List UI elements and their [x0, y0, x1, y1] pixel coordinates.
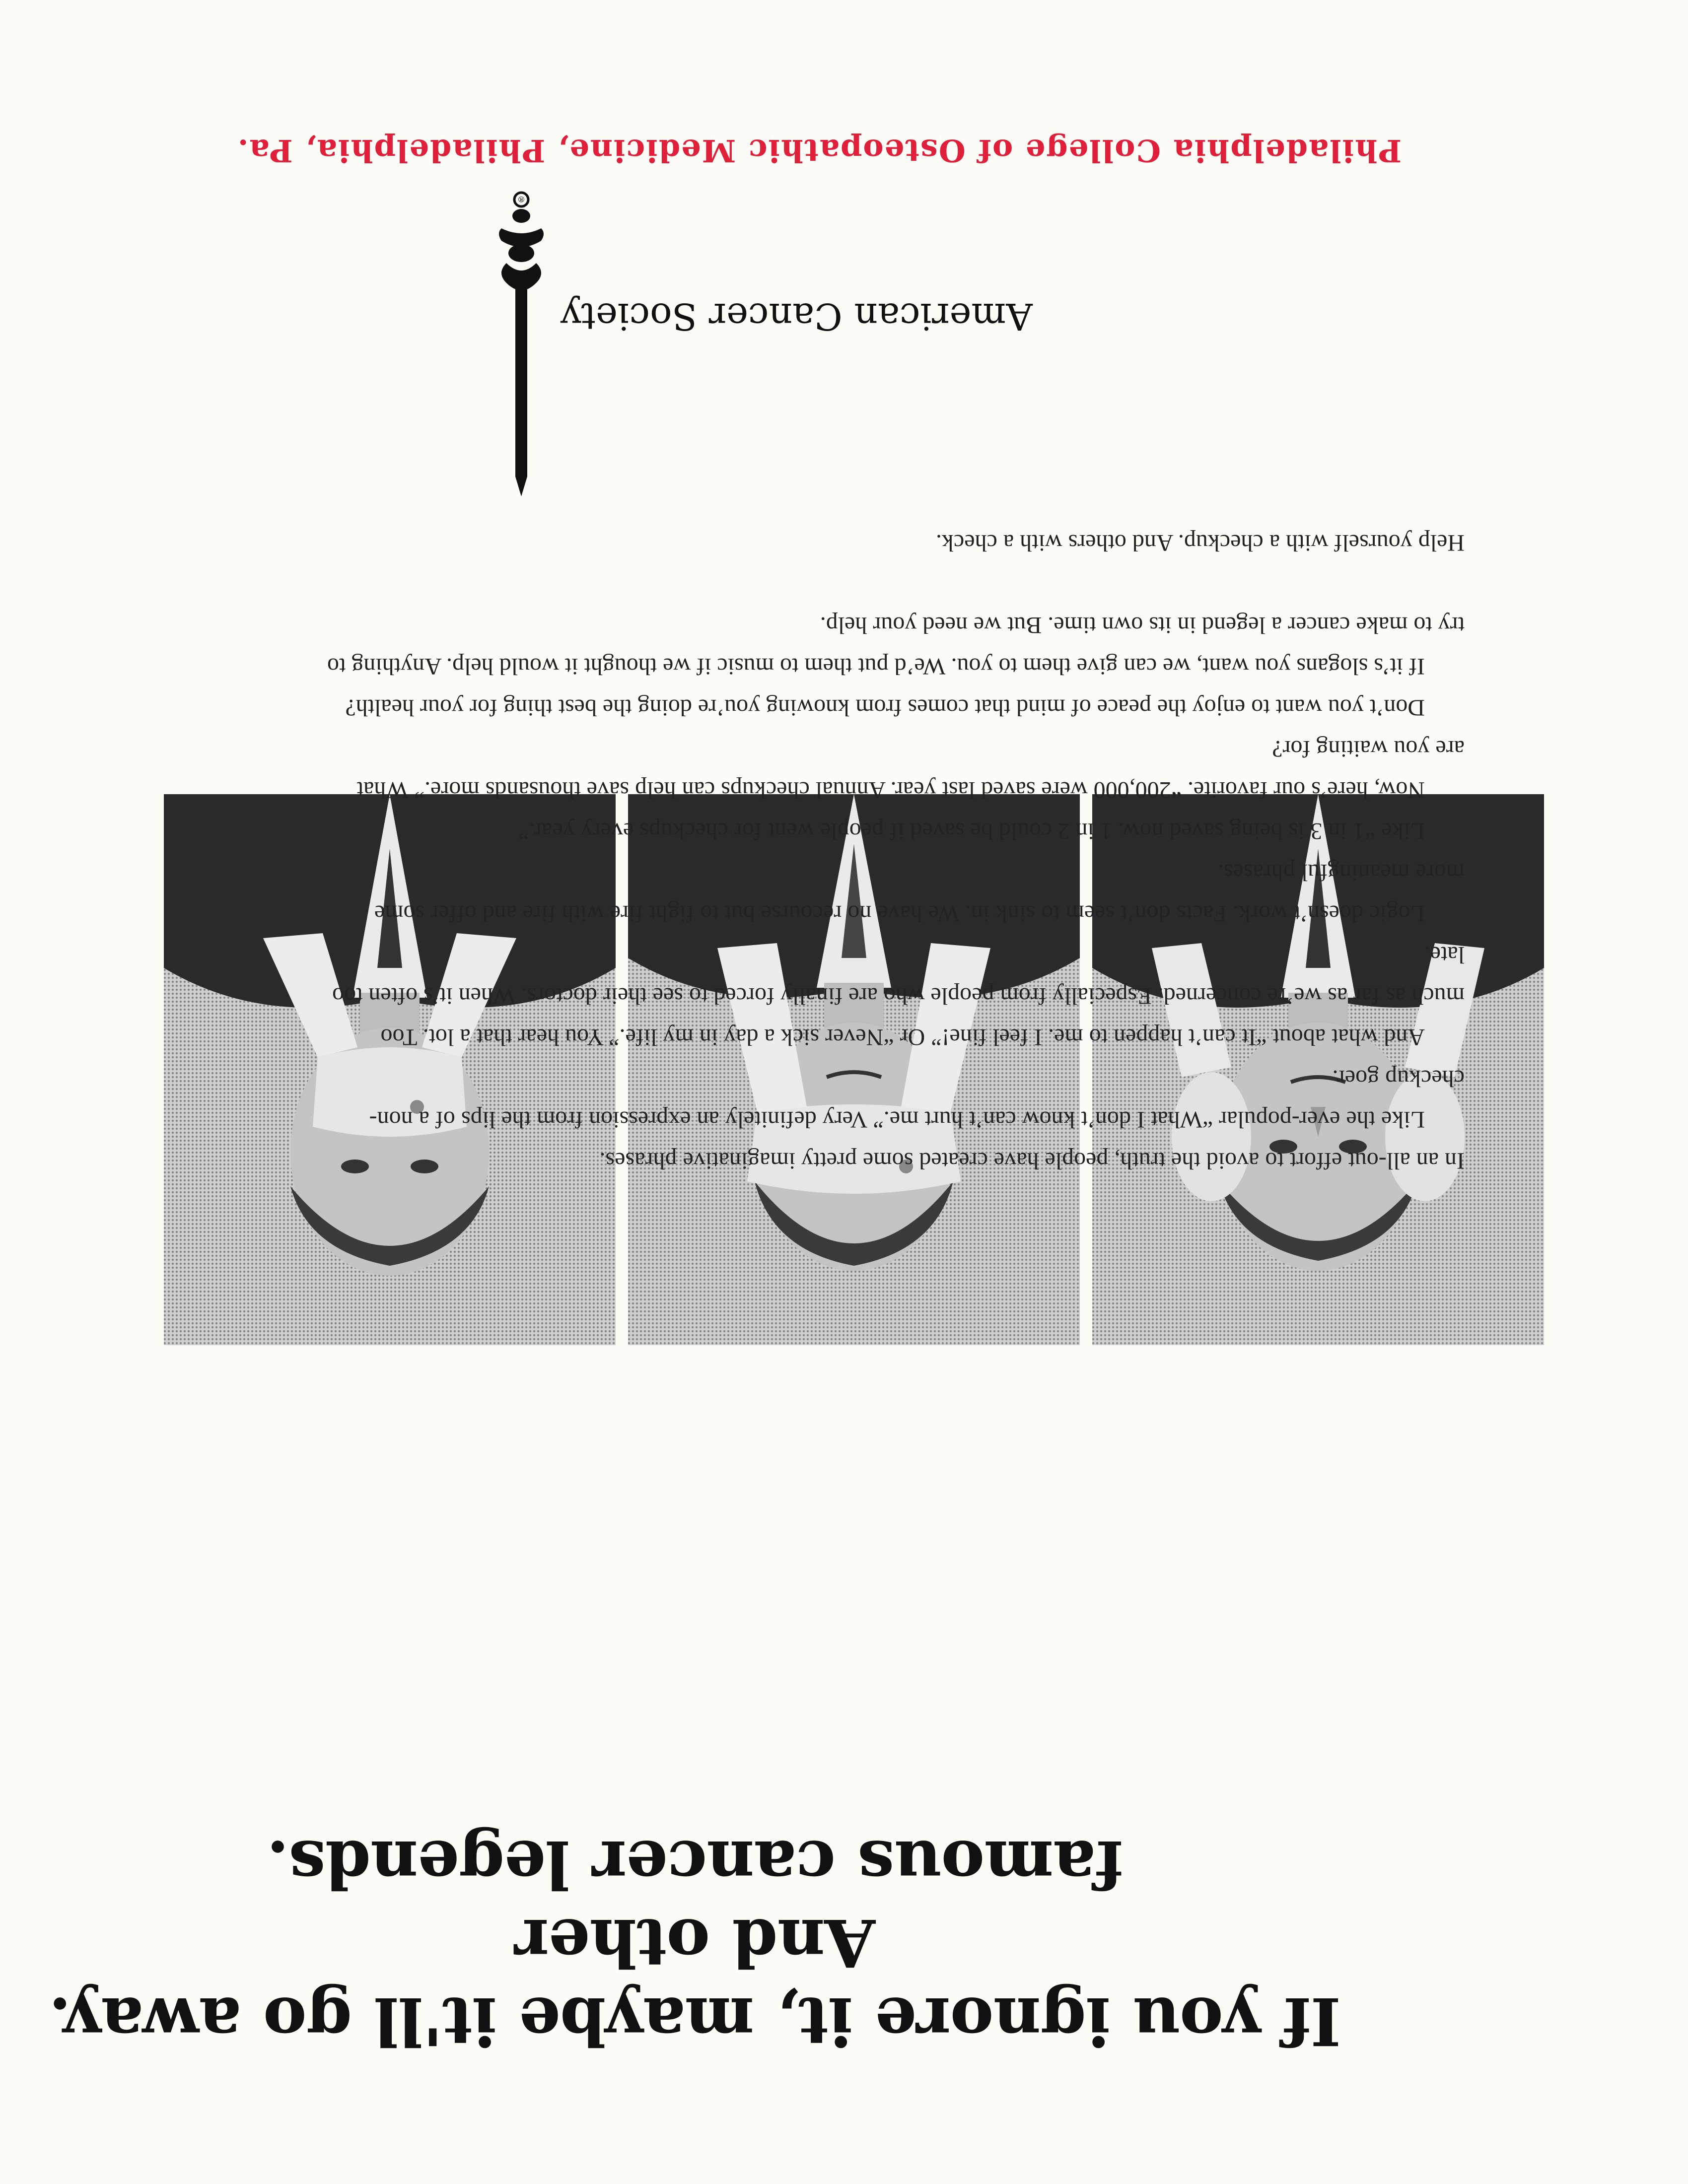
body-paragraph-1: In an all-out effort to avoid the truth, people have created some pretty imaginative phrases. — [599, 1148, 1465, 1174]
body-paragraph-5: Like “1 in 3 is being saved now. 1 in 2 could be saved if people went for checkups every year.” — [518, 818, 1425, 844]
footer-institution: Philadelphia College of Osteopathic Medicine, Philadelphia, Pa. — [236, 133, 1402, 169]
body-paragraph-6: Now, here’s our favorite. “200,000 were saved last year. Annual checkups can help save thousands more.” What are you waiting for? — [356, 736, 1465, 803]
headline-line-3: famous cancer legends. — [267, 1826, 1124, 1903]
signoff-line: Help yourself with a checkup. And others with a check. — [935, 530, 1465, 556]
headline-line-2: And other — [514, 1904, 876, 1981]
headline — [35, 1825, 1355, 2060]
body-paragraph-3: And what about “It can’t happen to me. I feel fine!” Or “Never sick a day in my life.” You hear that a lot. Too much as far as we’re concerned. Especially from people who are finally forced to see their doctors. When it’s often too late. — [332, 942, 1465, 1050]
body-paragraph-2: Like the ever-popular “What I don’t know can’t hurt me.” Very definitely an expression from the lips of a non-checkup goer. — [369, 1065, 1465, 1133]
sponsor-name: American Cancer Society — [560, 295, 1033, 338]
sword-logo-icon — [487, 189, 556, 496]
headline-line-1: If you ignore it, maybe it'll go away. — [49, 1982, 1341, 2059]
body-copy — [323, 522, 1465, 1181]
body-paragraph-8: If it’s slogans you want, we can give them to you. We’d put them to music if we thought it would help. Anything to try to make cancer a legend in its own time. But we need your help. — [327, 612, 1465, 680]
registered-mark: ® — [517, 195, 525, 204]
body-paragraph-7: Don’t you want to enjoy the peace of mind that comes from knowing you’re doing the best thing for your health? — [345, 694, 1425, 721]
body-paragraph-4: Logic doesn’t work. Facts don’t seem to sink in. We have no recourse but to fight fire with fire and offer some more meaningful phrases. — [374, 859, 1465, 927]
